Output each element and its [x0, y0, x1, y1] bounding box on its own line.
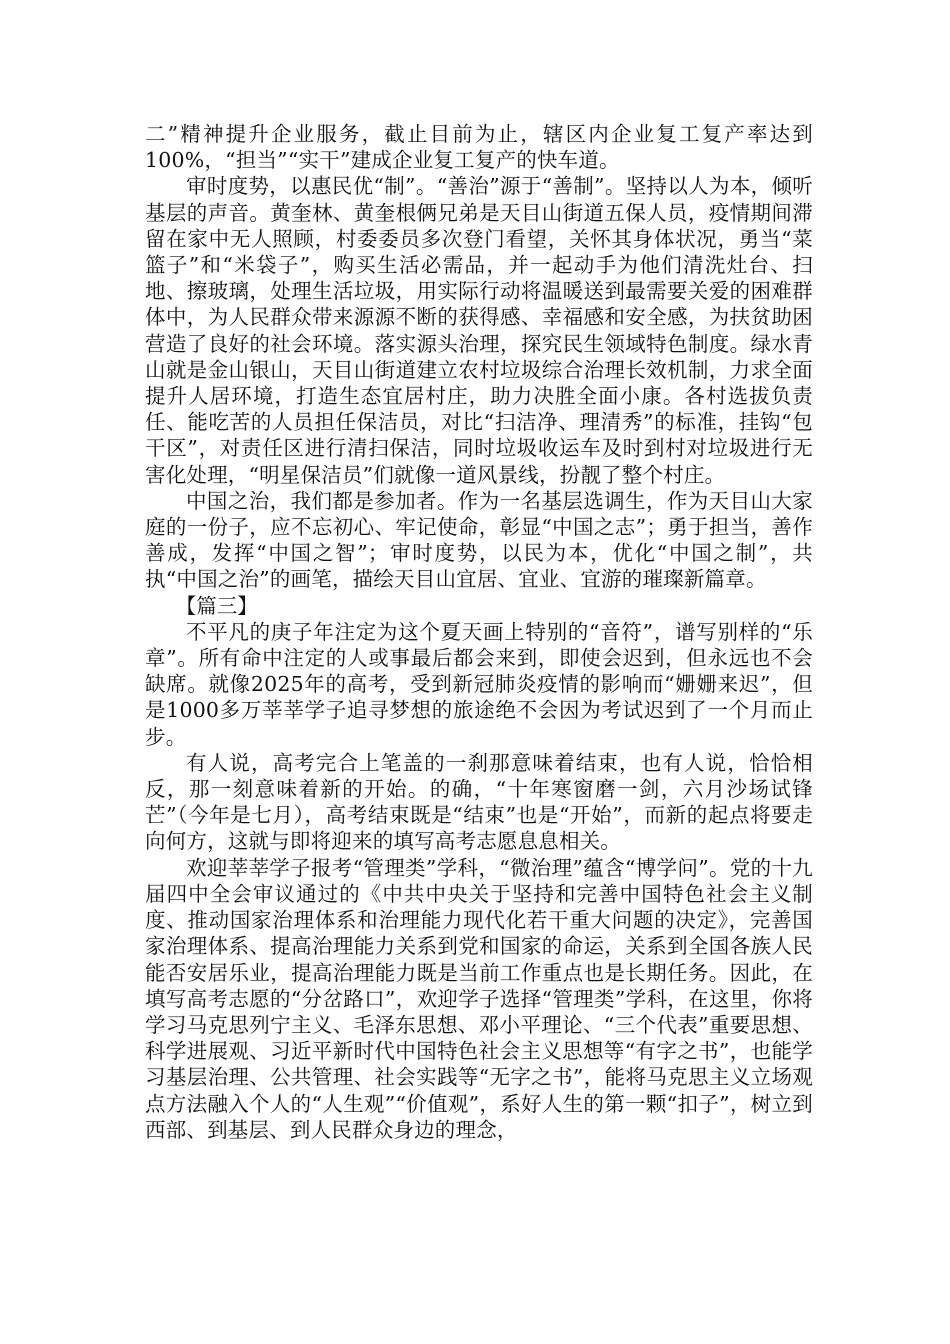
paragraph-governance-system: 审时度势，以惠民优“制”。“善治”源于“善制”。坚持以人为本，倾听基层的声音。黄奎林、黄奎根俩兄弟是天目山街道五保人员，疫情期间滞留在家中无人照顾，村委委员多次登门看望，关怀其身体状况，勇当“菜篮子”和“米袋子”，购买生活必需品，并一起动手为他们清洗灶台、扫地、擦玻璃，处理生活垃圾，用实际行动将温暖送到最需要关爱的困难群体中，为人民群众带来源源不断的获得感、幸福感和安全感，为扶贫助困营造了良好的社会环境。落实源头治理，探究民生领域特色制度。绿水青山就是金山银山，天目山街道建立农村垃圾综合治理长效机制，力求全面提升人居环境，打造生态宜居村庄，助力决胜全面小康。各村选拔负责任、能吃苦的人员担任保洁员，对比“扫洁净、理清秀”的标准，挂钩“包干区”，对责任区进行清扫保洁，同时垃圾收运车及时到村对垃圾进行无害化处理，“明星保洁员”们就像一道风景线，扮靓了整个村庄。 — [145, 174, 813, 487]
section-heading: 【篇三】 — [175, 593, 258, 618]
paragraph-exam-end: 有人说，高考完合上笔盖的一刹那意味着结束，也有人说，恰恰相反，那一刻意味着新的开始。的确，“十年寒窗磨一剑，六月沙场试锋芒”（今年是七月），高考结束既是“结束”也是“开始”，而新的起点将要走向何方，这就与即将迎来的填写高考志愿息息相关。 — [145, 750, 813, 854]
paragraph-continuation: 二”精神提升企业服务，截止目前为止，辖区内企业复工复产率达到100%，“担当”“实干”建成企业复工复产的快车道。 — [145, 122, 813, 173]
document-body — [145, 121, 813, 1143]
paragraph-gengzi-year: 不平凡的庚子年注定为这个夏天画上特别的“音符”，谱写别样的“乐章”。所有命中注定的人或事最后都会来到，即使会迟到，但永远也不会缺席。就像2025年的高考，受到新冠肺炎疫情的影响而“姗姗来迟”，但是1000多万莘莘学子追寻梦想的旅途绝不会因为考试迟到了一个月而止步。 — [145, 619, 813, 749]
paragraph-management-major: 欢迎莘莘学子报考“管理类”学科，“微治理”蕴含“博学问”。党的十九届四中全会审议通过的《中共中央关于坚持和完善中国特色社会主义制度、推动国家治理体系和治理能力现代化若干重大问题的决定》，完善国家治理体系、提高治理能力关系到党和国家的命运，关系到全国各族人民能否安居乐业，提高治理能力既是当前工作重点也是长期任务。因此，在填写高考志愿的“分岔路口”，欢迎学子选择“管理类”学科，在这里，你将学习马克思列宁主义、毛泽东思想、邓小平理论、“三个代表”重要思想、科学进展观、习近平新时代中国特色社会主义思想等“有字之书”，也能学习基层治理、公共管理、社会实践等“无字之书”，能将马克思主义立场观点方法融入个人的“人生观”“价值观”，系好人生的第一颗“扣子”，树立到西部、到基层、到人民群众身边的理念， — [145, 855, 813, 1142]
paragraph-china-governance: 中国之治，我们都是参加者。作为一名基层选调生，作为天目山大家庭的一份子，应不忘初心、牢记使命，彰显“中国之志”；勇于担当，善作善成，发挥“中国之智”；审时度势，以民为本，优化“中国之制”，共执“中国之治”的画笔，描绘天目山宜居、宜业、宜游的璀璨新篇章。 — [145, 488, 813, 592]
